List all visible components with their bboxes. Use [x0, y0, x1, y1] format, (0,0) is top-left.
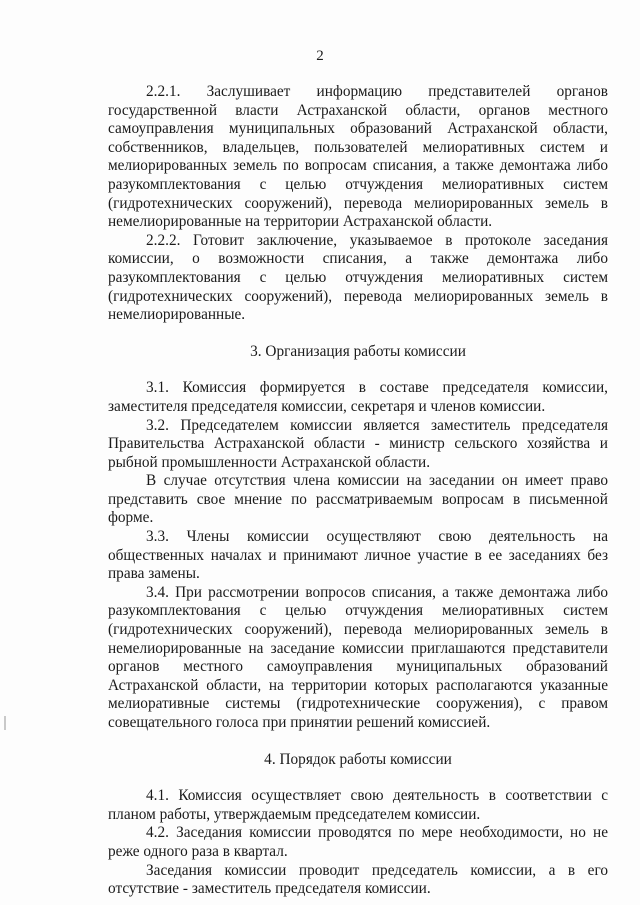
paragraph-3-2-absence: В случае отсутствия члена комиссии на заседании он имеет право представить свое мнение по рассматриваемым вопросам в письменной форме.: [108, 472, 608, 527]
paragraph-2-2-2: 2.2.2. Готовит заключение, указываемое в протоколе заседания комиссии, о возможности списания, а также демонтажа либо разукомплектования с целью отчуждения мелиоративных систем (гидротехнических сооружений), перевода мелиорированных земель в немелиорированные.: [108, 231, 608, 324]
document-body: [108, 83, 608, 899]
paragraph-4-1: 4.1. Комиссия осуществляет свою деятельность в соответствии с планом работы, утверждаемым председателем комиссии.: [108, 787, 608, 823]
paragraph-4-2-chair: Заседания комиссии проводит председатель комиссии, а в его отсутствие - заместитель председателя комиссии.: [108, 861, 608, 898]
paragraph-3-2: 3.2. Председателем комиссии является заместитель председателя Правительства Астраханской области - министр сельского хозяйства и рыбной промышленности Астраханской области.: [108, 416, 608, 471]
page-number: 2: [316, 48, 324, 64]
section-4-heading: 4. Порядок работы комиссии: [264, 750, 452, 768]
paragraph-2-2-1: 2.2.1. Заслушивает информацию представителей органов государственной власти Астраханской области, органов местного самоуправления муниципальных образований Астраханской области, собственников, владельцев, пользователей мелиоративных систем и мелиорированных земель по вопросам списания, а также демонтажа либо разукомплектования с целью отчуждения мелиоративных систем (гидротехнических сооружений), перевода мелиорированных земель в немелиорированные на территории Астраханской области.: [108, 83, 608, 231]
scan-edge-mark: [4, 716, 6, 730]
paragraph-3-1: 3.1. Комиссия формируется в составе председателя комиссии, заместителя председателя комиссии, секретаря и членов комиссии.: [108, 379, 608, 415]
paragraph-3-3: 3.3. Члены комиссии осуществляют свою деятельность на общественных началах и принимают личное участие в ее заседаниях без права замены.: [108, 528, 608, 583]
paragraph-3-4: 3.4. При рассмотрении вопросов списания, а также демонтажа либо разукомплектования с целью отчуждения мелиоративных систем (гидротехнических сооружений), перевода мелиорированных земель в немелиорированные на заседание комиссии приглашаются представители органов местного самоуправления муниципальных образований Астраханской области, на территории которых располагаются указанные мелиоративные системы (гидротехнические сооружения), с правом совещательного голоса при принятии решений комиссией.: [108, 583, 608, 731]
section-3-heading: 3. Организация работы комиссии: [250, 342, 466, 360]
paragraph-4-2: 4.2. Заседания комиссии проводятся по мере необходимости, но не реже одного раза в квартал.: [108, 824, 608, 860]
